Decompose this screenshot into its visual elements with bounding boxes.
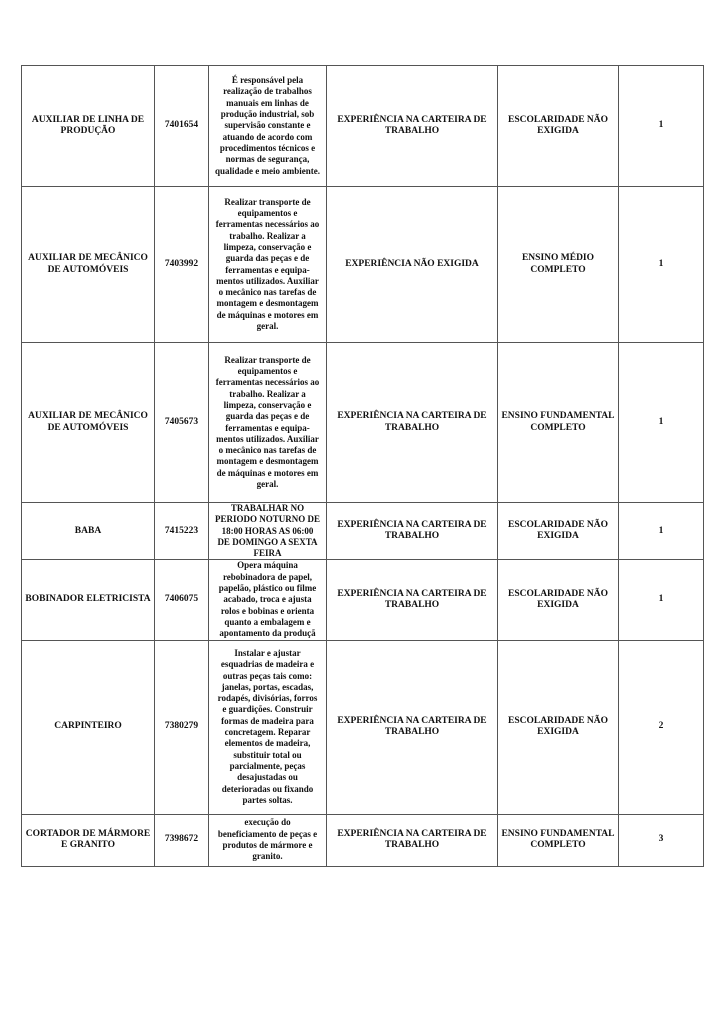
job-description-cell: execução do beneficiamento de peças e produtos de mármore e granito.: [209, 814, 327, 866]
quantity-cell: 3: [619, 814, 704, 866]
table-row: [22, 503, 704, 560]
experience-cell: EXPERIÊNCIA NA CARTEIRA DE TRABALHO: [327, 814, 498, 866]
job-title-cell: AUXILIAR DE MECÂNICO DE AUTOMÓVEIS: [22, 343, 155, 503]
job-vacancies-table: [21, 65, 704, 867]
education-cell: ESCOLARIDADE NÃO EXIGIDA: [498, 560, 619, 640]
job-description-cell: Instalar e ajustar esquadrias de madeira e outras peças tais como: janelas, portas, escadas, rodapés, divisórias, forros e guardições. Construir formas de madeira para concretagem. Reparar elementos de madeira, substituir total ou parcialmente, peças desajustadas ou deterioradas ou fixando partes soltas.: [209, 640, 327, 814]
experience-cell: EXPERIÊNCIA NA CARTEIRA DE TRABALHO: [327, 560, 498, 640]
job-title-cell: BOBINADOR ELETRICISTA: [22, 560, 155, 640]
table-row: [22, 187, 704, 343]
experience-cell: EXPERIÊNCIA NA CARTEIRA DE TRABALHO: [327, 503, 498, 560]
education-cell: ENSINO FUNDAMENTAL COMPLETO: [498, 343, 619, 503]
table-row: [22, 66, 704, 187]
education-cell: ENSINO FUNDAMENTAL COMPLETO: [498, 814, 619, 866]
table-row: [22, 640, 704, 814]
quantity-cell: 1: [619, 503, 704, 560]
job-code-cell: 7398672: [155, 814, 209, 866]
experience-cell: EXPERIÊNCIA NA CARTEIRA DE TRABALHO: [327, 66, 498, 187]
job-code-cell: 7406075: [155, 560, 209, 640]
education-cell: ESCOLARIDADE NÃO EXIGIDA: [498, 66, 619, 187]
job-description-cell: Realizar transporte de equipamentos e ferramentas necessários ao trabalho. Realizar a limpeza, conservação e guarda das peças e de ferramentas e equipa- mentos utilizados. Auxiliar o mecânico nas tarefas de montagem e desmontagem de máquinas e motores em geral.: [209, 187, 327, 343]
quantity-cell: 1: [619, 560, 704, 640]
job-title-cell: AUXILIAR DE MECÂNICO DE AUTOMÓVEIS: [22, 187, 155, 343]
quantity-cell: 1: [619, 343, 704, 503]
job-title-cell: AUXILIAR DE LINHA DE PRODUÇÃO: [22, 66, 155, 187]
job-description-cell: Opera máquina rebobinadora de papel, papelão, plástico ou filme acabado, troca e ajusta rolos e bobinas e orienta quanto a embalagem e apontamento da produçã: [209, 560, 327, 640]
education-cell: ESCOLARIDADE NÃO EXIGIDA: [498, 640, 619, 814]
quantity-cell: 1: [619, 66, 704, 187]
experience-cell: EXPERIÊNCIA NA CARTEIRA DE TRABALHO: [327, 640, 498, 814]
job-title-cell: CORTADOR DE MÁRMORE E GRANITO: [22, 814, 155, 866]
job-code-cell: 7403992: [155, 187, 209, 343]
job-code-cell: 7405673: [155, 343, 209, 503]
job-description-cell: Realizar transporte de equipamentos e ferramentas necessários ao trabalho. Realizar a limpeza, conservação e guarda das peças e de ferramentas e equipa- mentos utilizados. Auxiliar o mecânico nas tarefas de montagem e desmontagem de máquinas e motores em geral.: [209, 343, 327, 503]
table-row: [22, 560, 704, 640]
job-title-cell: CARPINTEIRO: [22, 640, 155, 814]
job-code-cell: 7380279: [155, 640, 209, 814]
experience-cell: EXPERIÊNCIA NÃO EXIGIDA: [327, 187, 498, 343]
table-row: [22, 343, 704, 503]
job-description-cell: TRABALHAR NO PERIODO NOTURNO DE 18:00 HORAS AS 06:00 DE DOMINGO A SEXTA FEIRA: [209, 503, 327, 560]
quantity-cell: 1: [619, 187, 704, 343]
job-title-cell: BABA: [22, 503, 155, 560]
table-row: [22, 814, 704, 866]
job-code-cell: 7415223: [155, 503, 209, 560]
education-cell: ENSINO MÉDIO COMPLETO: [498, 187, 619, 343]
experience-cell: EXPERIÊNCIA NA CARTEIRA DE TRABALHO: [327, 343, 498, 503]
job-description-cell: É responsável pela realização de trabalhos manuais em linhas de produção industrial, sob supervisão constante e atuando de acordo com procedimentos técnicos e normas de segurança, qualidade e meio ambiente.: [209, 66, 327, 187]
job-code-cell: 7401654: [155, 66, 209, 187]
quantity-cell: 2: [619, 640, 704, 814]
education-cell: ESCOLARIDADE NÃO EXIGIDA: [498, 503, 619, 560]
